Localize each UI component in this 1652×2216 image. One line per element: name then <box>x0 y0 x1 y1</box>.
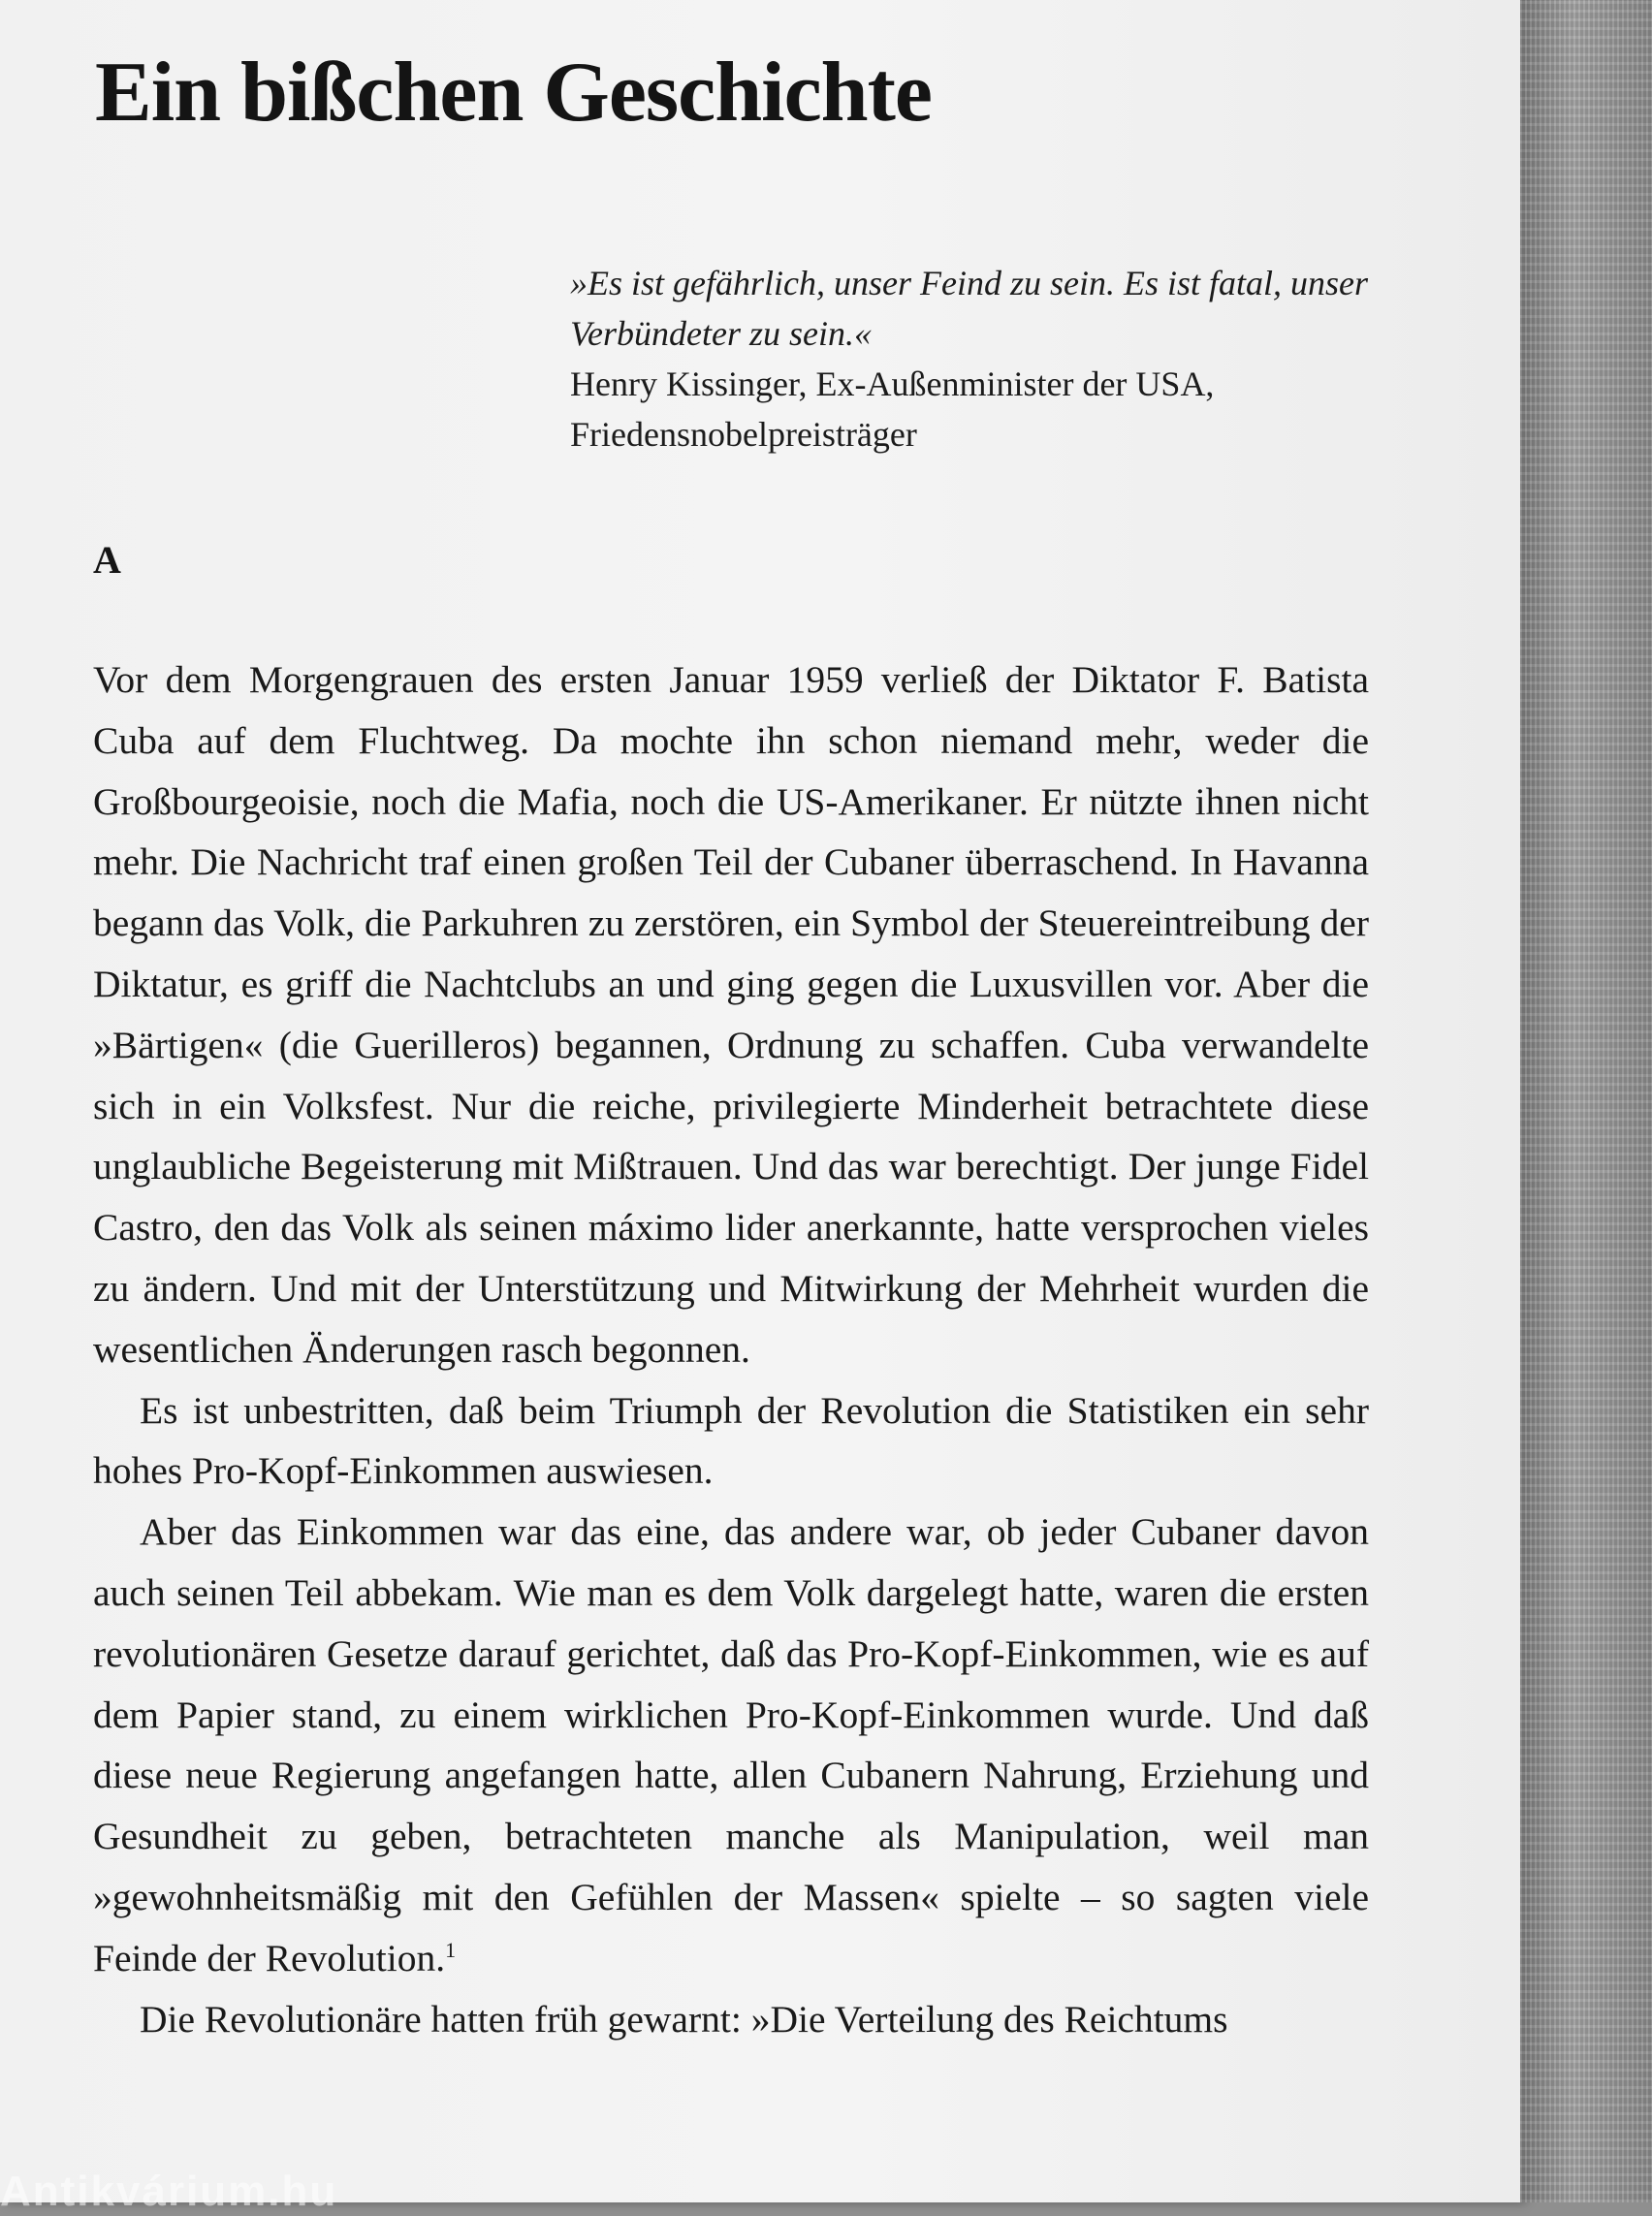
chapter-title: Ein bißchen Geschichte <box>95 46 932 140</box>
body-text <box>93 649 1369 2049</box>
paragraph: Es ist unbestritten, daß beim Triumph der Revolution die Statistiken ein sehr hohes Pro-Kopf-Einkommen auswiesen. <box>93 1388 1369 1493</box>
paragraph-text: Aber das Einkommen war das eine, das andere war, ob jeder Cubaner davon auch seinen Teil abbekam. Wie man es dem Volk dargelegt hatte, waren die ersten revolutionären Gesetze darauf gerichtet, daß das Pro-Kopf-Einkommen, wie es auf dem Papier stand, zu einem wirklichen Pro-Kopf-Einkommen wurde. Und daß diese neue Regierung angefangen hatte, allen Cubanern Nahrung, Erziehung und Gesundheit zu geben, betrachteten manche als Manipulation, weil man »gewohnheitsmäßig mit den Gefühlen der Massen« spielte – so sagten viele Feinde der Revolution. <box>93 1510 1369 1979</box>
paragraph: Die Revolutionäre hatten früh gewarnt: »Die Verteilung des Reichtums <box>140 1997 1228 2041</box>
epigraph-quote: »Es ist gefährlich, unser Feind zu sein. Es ist fatal, unser Verbündeter zu sein.« <box>570 264 1368 353</box>
epigraph-attribution: Henry Kissinger, Ex-Außenminister der USA, Friedensnobelpreisträger <box>570 364 1215 454</box>
footnote-marker: 1 <box>445 1937 457 1962</box>
paragraph <box>93 1502 1369 1988</box>
section-heading: A <box>93 538 121 582</box>
page-stack-edge <box>1520 0 1652 2202</box>
watermark: Antikvárium.hu <box>0 2168 338 2215</box>
epigraph <box>570 258 1375 459</box>
paragraph: Vor dem Morgengrauen des ersten Januar 1959 verließ der Diktator F. Batista Cuba auf dem Fluchtweg. Da mochte ihn schon niemand mehr, weder die Großbourgeoisie, noch die Mafia, noch die US-Amerikaner. Er nützte ihnen nicht mehr. Die Nachricht traf einen großen Teil der Cubaner überraschend. In Havanna begann das Volk, die Parkuhren zu zerstören, ein Symbol der Steuereintreibung der Diktatur, es griff die Nachtclubs an und ging gegen die Luxusvillen vor. Aber die »Bärtigen« (die Guerilleros) begannen, Ordnung zu schaffen. Cuba verwandelte sich in ein Volksfest. Nur die reiche, privilegierte Minderheit betrachtete diese unglaubliche Begeisterung mit Mißtrauen. Und das war berechtigt. Der junge Fidel Castro, den das Volk als seinen máximo lider anerkannte, hatte versprochen vieles zu ändern. Und mit der Unterstützung und Mitwirkung der Mehrheit wurden die wesentlichen Änderungen rasch begonnen. <box>93 658 1369 1371</box>
